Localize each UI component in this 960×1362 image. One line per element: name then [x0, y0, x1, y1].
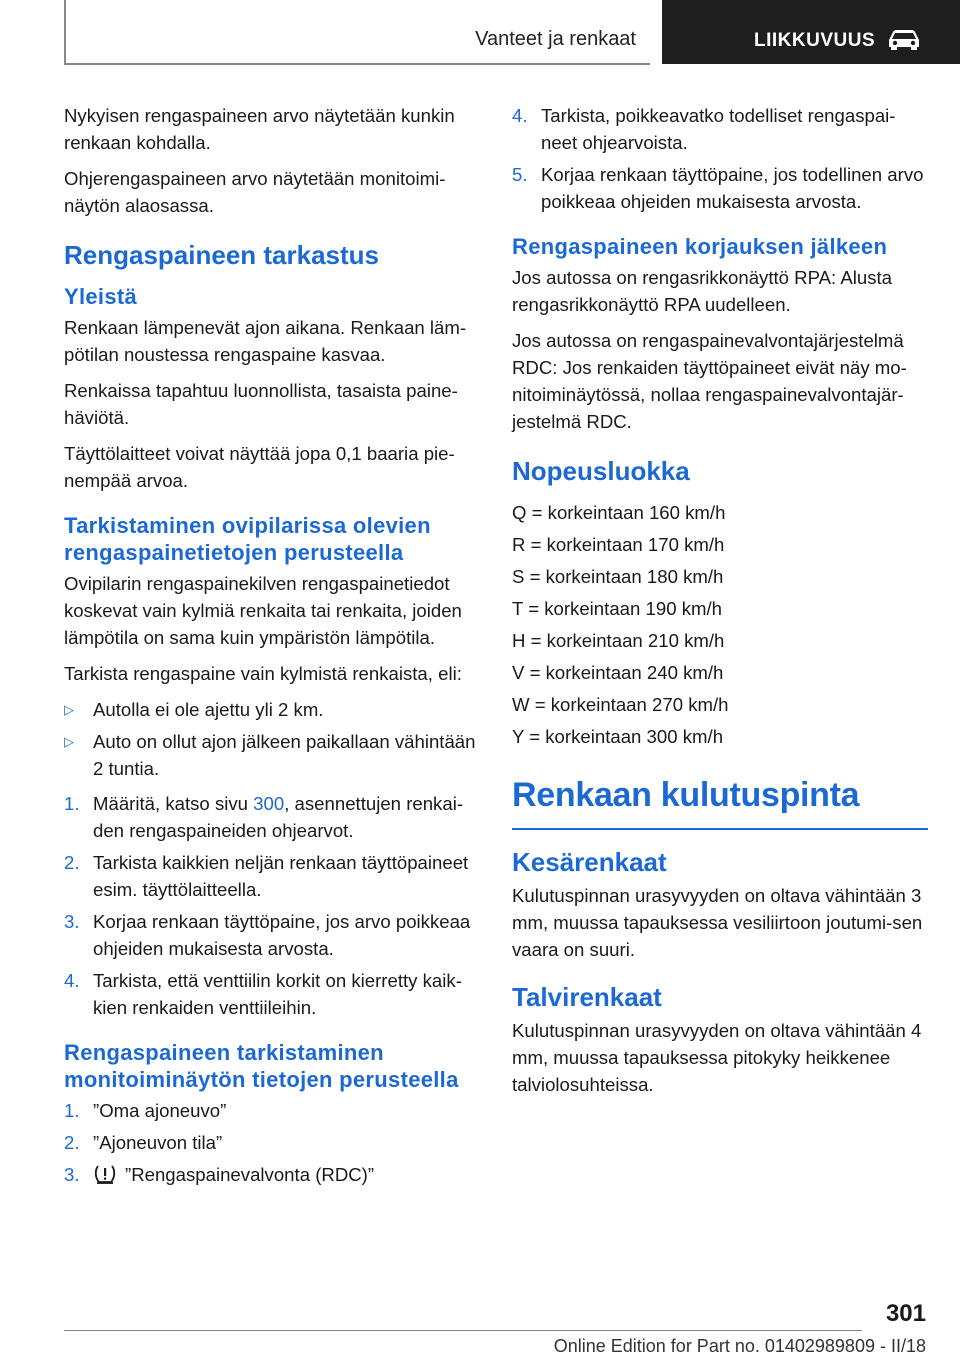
header-section-title: Vanteet ja renkaat [475, 28, 636, 50]
speed-rating-item: R = korkeintaan 170 km/h [512, 534, 725, 555]
display-steps [64, 1097, 480, 1188]
speed-rating-item: V = korkeintaan 240 km/h [512, 662, 724, 683]
heading-door-pillar-check: Tarkistaminen ovipilarissa olevien rengaspainetietojen perusteella [64, 513, 431, 565]
speed-rating-item: Q = korkeintaan 160 km/h [512, 502, 726, 523]
step-item: 5. Korjaa renkaan täyttöpaine, jos todellinen arvo poikkeaa ohjeiden mukaisesta arvosta. [512, 164, 924, 212]
body-paragraph: Renkaan lämpenevät ajon aikana. Renkaan läm-pötilan noustessa rengaspaine kasvaa. [64, 317, 467, 365]
heading-speed-rating: Nopeusluokka [512, 456, 690, 486]
body-paragraph: Jos autossa on rengaspainevalvontajärjestelmä RDC: Jos renkaiden täyttöpaineet eivät näy mo-nitoiminäytössä, nollaa rengaspainevalvontajär-jestelmä RDC. [512, 330, 907, 432]
heading-after-correction: Rengaspaineen korjauksen jälkeen [512, 234, 888, 259]
step-item: 4. Tarkista, että venttiilin korkit on kierretty kaik-kien renkaiden venttiileihin. [64, 970, 462, 1018]
body-paragraph: Ovipilarin rengaspainekilven rengaspainetiedot koskevat vain kylmiä renkaita tai renkaita, joiden lämpötila on sama kuin ympäristön lämpötila. [64, 573, 462, 648]
triangle-bullet-icon: ▷ [64, 734, 74, 749]
body-paragraph: Jos autossa on rengasrikkonäyttö RPA: Alusta rengasrikkonäyttö RPA uudelleen. [512, 267, 892, 315]
heading-summer-tires: Kesärenkaat [512, 847, 667, 877]
triangle-bullet-icon: ▷ [64, 702, 74, 717]
heading-tire-pressure-check: Rengaspaineen tarkastus [64, 240, 380, 270]
body-paragraph: Kulutuspinnan urasyvyyden on oltava vähintään 3 mm, muussa tapauksessa vesiliirtoon joutumi-sen vaara on suuri. [512, 885, 923, 960]
body-paragraph: Täyttölaitteet voivat näyttää jopa 0,1 baaria pie-nempää arvoa. [64, 443, 455, 491]
speed-rating-item: W = korkeintaan 270 km/h [512, 694, 729, 715]
right-column [512, 102, 928, 1107]
step-item: 4. Tarkista, poikkeavatko todelliset rengaspai-neet ohjearvoista. [512, 105, 896, 153]
page-link[interactable]: 300 [253, 793, 285, 814]
speed-rating-item: T = korkeintaan 190 km/h [512, 598, 722, 619]
left-column [64, 102, 480, 1196]
header-rule-left [64, 0, 66, 64]
speed-rating-item: Y = korkeintaan 300 km/h [512, 726, 724, 747]
body-paragraph: Tarkista rengaspaine vain kylmistä renkaista, eli: [64, 663, 462, 684]
speed-rating-list [512, 499, 928, 750]
body-paragraph: Kulutuspinnan urasyvyyden on oltava vähintään 4 mm, muussa tapauksessa pitokyky heikkenee talviolosuhteissa. [512, 1020, 922, 1095]
chapter-title: LIIKKUVUUS [754, 30, 876, 51]
heading-display-check: Rengaspaineen tarkistaminen monitoiminäytön tietojen perusteella [64, 1040, 459, 1092]
speed-rating-item: S = korkeintaan 180 km/h [512, 566, 724, 587]
header-rule-bottom [64, 63, 650, 65]
step-item: 1. Määritä, katso sivu 300, asennettujen renkai-den rengaspaineiden ohjearvot. [64, 793, 464, 841]
heading-general: Yleistä [64, 284, 138, 309]
step-item: 3. Korjaa renkaan täyttöpaine, jos arvo poikkeaa ohjeiden mukaisesta arvosta. [64, 911, 471, 959]
intro-paragraph: Ohjerengaspaineen arvo näytetään monitoimi-näytön alaosassa. [64, 168, 446, 216]
list-item: ▷ Auto on ollut ajon jälkeen paikallaan vähintään 2 tuntia. [64, 728, 480, 782]
check-steps-continued [512, 102, 928, 215]
header-chapter-tab [662, 0, 960, 64]
body-paragraph: Renkaissa tapahtuu luonnollista, tasaista paine-häviötä. [64, 380, 458, 428]
intro-paragraph: Nykyisen rengaspaineen arvo näytetään kunkin renkaan kohdalla. [64, 105, 455, 153]
page-number: 301 [885, 1300, 926, 1327]
footer-rule [64, 1330, 862, 1331]
heading-winter-tires: Talvirenkaat [512, 982, 662, 1012]
footer-edition: Online Edition for Part no. 01402989809 - II/18 [553, 1336, 926, 1356]
step-item: 2. ”Ajoneuvon tila” [64, 1132, 223, 1153]
step-item: 3. ”Rengaspainevalvonta (RDC)” [64, 1164, 375, 1185]
heading-underline [512, 828, 928, 830]
check-steps [64, 790, 480, 1021]
heading-tread: Renkaan kulutuspinta [512, 776, 860, 814]
tire-pressure-warning-icon [93, 1163, 117, 1185]
step-item: 1. ”Oma ajoneuvo” [64, 1100, 227, 1121]
speed-rating-item: H = korkeintaan 210 km/h [512, 630, 725, 651]
car-icon [886, 28, 922, 50]
list-item: ▷ Autolla ei ole ajettu yli 2 km. [64, 696, 480, 723]
step-item: 2. Tarkista kaikkien neljän renkaan täyttöpaineet esim. täyttölaitteella. [64, 852, 469, 900]
condition-list [64, 696, 480, 782]
